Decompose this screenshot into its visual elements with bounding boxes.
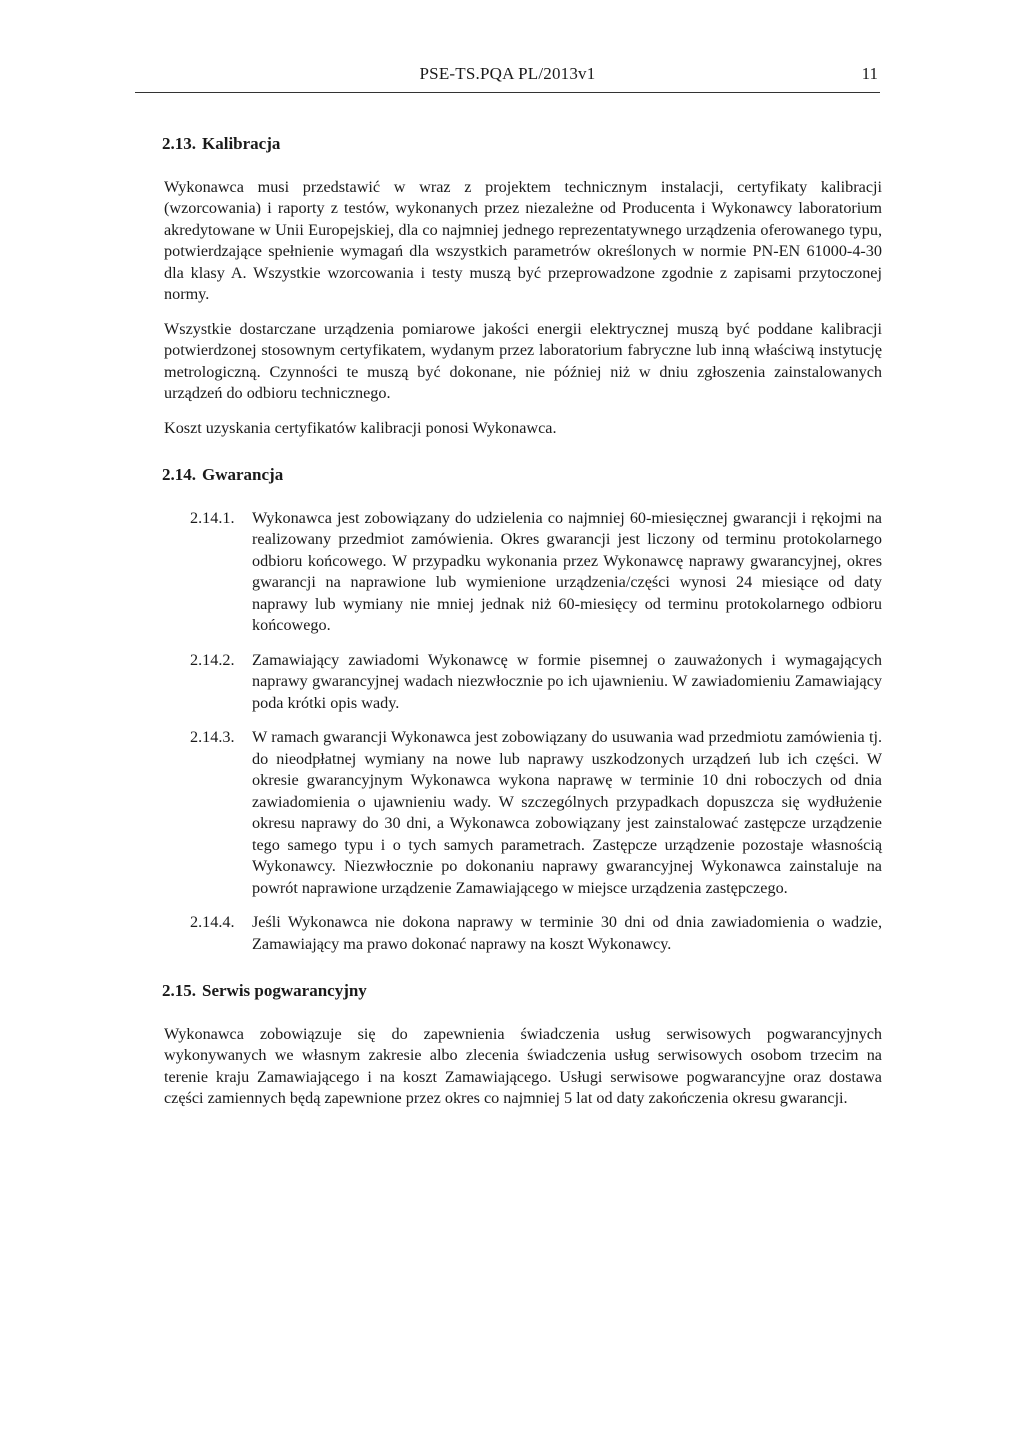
item-number: 2.14.2.	[190, 650, 235, 669]
section-title: Gwarancja	[202, 465, 284, 484]
paragraph: Wszystkie dostarczane urządzenia pomiarowe jakości energii elektrycznej muszą być poddane kalibracji potwierdzonej stosownym certyfikatem, wydanym przez laboratorium fabryczne lub inną właściwą instytucję metrologiczną. Czynności te muszą być dokonane, nie później niż w dniu zgłoszenia zainstalowanych urządzeń do odbioru technicznego.	[164, 319, 882, 402]
page-content	[164, 133, 882, 1123]
list-item	[164, 912, 882, 955]
section-title: Kalibracja	[202, 134, 281, 153]
item-text: W ramach gwarancji Wykonawca jest zobowiązany do usuwania wad przedmiotu zamówienia tj. do nieodpłatnej wymiany na nowe lub naprawy uszkodzonych urządzeń lub ich części. W okresie gwarancyjnym Wykonawca wykona naprawę w terminie 10 dni roboczych od dnia zawiadomienia o ujawnieniu wady. W szczególnych przypadkach dopuszcza się wydłużenie okresu naprawy do 30 dni, a Wykonawca zobowiązany jest zainstalować zastępcze urządzenie tego samego typu i o tych samych parametrach. Zastępcze urządzenie pozostaje własnością Wykonawcy. Niezwłocznie po dokonaniu naprawy gwarancyjnej Wykonawca zainstaluje na powrót naprawione urządzenie Zamawiającego w miejsce urządzenia zastępczego.	[252, 728, 882, 897]
item-number: 2.14.4.	[190, 913, 235, 931]
list-item	[164, 727, 882, 899]
document-code: PSE-TS.PQA PL/2013v1	[419, 64, 596, 83]
paragraph: Koszt uzyskania certyfikatów kalibracji ponosi Wykonawca.	[164, 418, 557, 437]
section-number: 2.15.	[162, 981, 196, 1000]
section-heading-2-13	[162, 133, 882, 155]
page-number: 11	[861, 64, 878, 83]
item-text: Zamawiający zawiadomi Wykonawcę w formie pisemnej o zauważonych i wymagających naprawy gwarancyjnej wadach niezwłocznie po ich ujawnieniu. W zawiadomieniu Zamawiający poda krótki opis wady.	[252, 650, 882, 712]
page-header	[135, 62, 880, 93]
paragraph: Wykonawca zobowiązuje się do zapewnienia świadczenia usług serwisowych pogwarancyjnych wykonywanych we własnym zakresie albo zlecenia świadczenia usług serwisowych osobom trzecim na terenie kraju Zamawiającego i na koszt Zamawiającego. Usługi serwisowe pogwarancyjne oraz dostawa części zamiennych będą zapewnione przez okres co najmniej 5 lat od daty zakończenia okresu gwarancji.	[164, 1024, 882, 1107]
section-heading-2-15	[162, 980, 882, 1002]
list-item	[164, 650, 882, 715]
paragraph: Wykonawca musi przedstawić w wraz z projektem technicznym instalacji, certyfikaty kalibracji (wzorcowania) i raporty z testów, wykonanych przez niezależne od Producenta i Wykonawcy laboratorium akredytowane w Unii Europejskiej, dla co najmniej jednego reprezentatywnego urządzenia oferowanego typu, potwierdzające spełnienie wymagań dla wszystkich parametrów określonych w normie PN-EN 61000-4-30 dla klasy A. Wszystkie wzorcowania i testy muszą być przeprowadzone zgodnie z zapisami przytoczonej normy.	[164, 177, 882, 303]
item-number: 2.14.3.	[190, 728, 235, 746]
section-number: 2.14.	[162, 465, 196, 484]
section-heading-2-14	[162, 464, 882, 486]
list-item	[164, 508, 882, 637]
item-number: 2.14.1.	[190, 508, 235, 527]
item-text: Wykonawca jest zobowiązany do udzielenia co najmniej 60-miesięcznej gwarancji i rękojmi na realizowany przedmiot zamówienia. Okres gwarancji jest liczony od terminu protokolarnego odbioru końcowego. W przypadku wykonania przez Wykonawcę naprawy gwarancyjnej, okres gwarancji na naprawione lub wymienione urządzenia/części wynosi 24 miesiące od daty naprawy lub wymiany nie mniej jednak niż 60-miesięcy od terminu protokolarnego odbioru końcowego.	[252, 508, 882, 634]
section-title: Serwis pogwarancyjny	[202, 981, 367, 1000]
section-number: 2.13.	[162, 134, 196, 153]
item-text: Jeśli Wykonawca nie dokona naprawy w terminie 30 dni od dnia zawiadomienia o wadzie, Zamawiający ma prawo dokonać naprawy na koszt Wykonawcy.	[252, 913, 882, 953]
